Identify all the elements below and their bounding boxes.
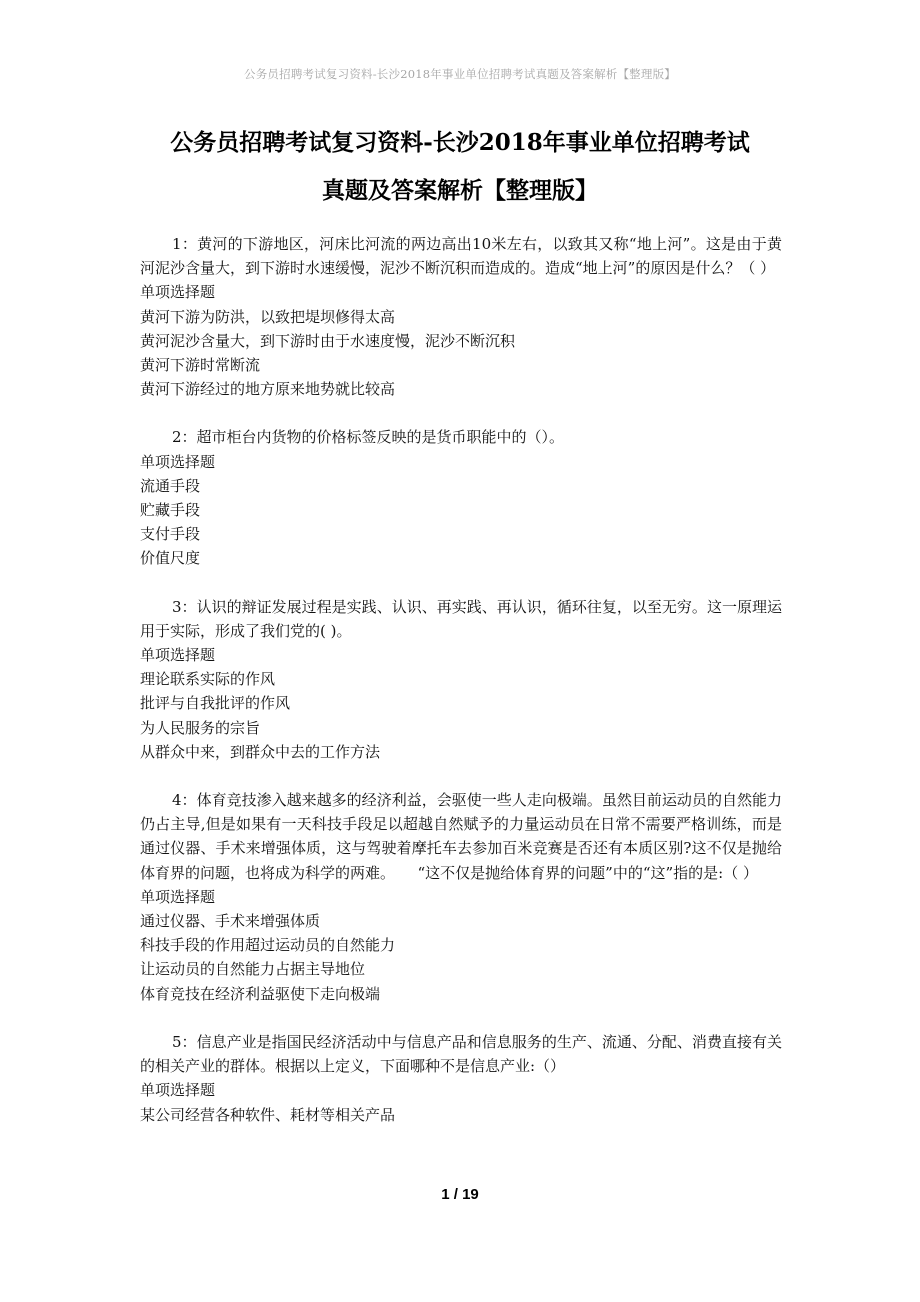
answer-option: 黄河下游时常断流: [140, 356, 261, 375]
answer-option: 为人民服务的宗旨: [140, 718, 261, 737]
answer-option: 理论联系实际的作风: [140, 670, 276, 689]
page-title-line-2: 真题及答案解析【整理版】: [322, 177, 598, 204]
running-header: 公务员招聘考试复习资料-长沙2018年事业单位招聘考试真题及答案解析【整理版】: [244, 67, 676, 81]
answer-option: 某公司经营各种软件、耗材等相关产品: [140, 1105, 396, 1124]
answer-option: 贮藏手段: [140, 501, 201, 520]
answer-option: 批评与自我批评的作风: [140, 694, 291, 713]
page-number: 1 / 19: [441, 1186, 479, 1203]
question-5: [140, 1030, 782, 1127]
answer-option: 黄河下游为防洪，以致把堤坝修得太高: [140, 307, 396, 326]
question-type: 单项选择题: [140, 1081, 216, 1100]
page-title-line-1: 公务员招聘考试复习资料-长沙2018年事业单位招聘考试: [170, 129, 750, 156]
answer-option: 通过仪器、手术来增强体质: [140, 912, 321, 931]
question-type: 单项选择题: [140, 646, 216, 665]
question-stem: 4：体育竞技渗入越来越多的经济利益，会驱使一些人走向极端。虽然目前运动员的自然能力仍占主导,但是如果有一天科技手段足以超越自然赋予的力量运动员在日常不需要严格训练，而是通过仪器、手术来增强体质，这与驾驶着摩托车去参加百米竞赛是否还有本质区别?这不仅是抛给体育界的问题，也将成为科学的两难。 “这不仅是抛给体育界的问题”中的“这”指的是:（ ）: [140, 791, 782, 882]
answer-option: 让运动员的自然能力占据主导地位: [140, 960, 366, 979]
answer-option: 流通手段: [140, 476, 201, 495]
answer-option: 支付手段: [140, 525, 201, 544]
question-stem: 3：认识的辩证发展过程是实践、认识、再实践、再认识，循环往复，以至无穷。这一原理运用于实际，形成了我们党的( )。: [140, 597, 782, 640]
answer-option: 黄河下游经过的地方原来地势就比较高: [140, 380, 396, 399]
answer-option: 科技手段的作用超过运动员的自然能力: [140, 936, 396, 955]
question-1: [140, 232, 782, 401]
question-stem: 1：黄河的下游地区，河床比河流的两边高出10米左右，以致其又称“地上河”。这是由于黄河泥沙含量大，到下游时水速缓慢，泥沙不断沉积而造成的。造成“地上河”的原因是什么？（ ）: [140, 235, 782, 278]
question-type: 单项选择题: [140, 887, 216, 906]
question-type: 单项选择题: [140, 452, 216, 471]
question-stem: 5：信息产业是指国民经济活动中与信息产品和信息服务的生产、流通、分配、消费直接有关的相关产业的群体。根据以上定义，下面哪种不是信息产业:（）: [140, 1032, 782, 1076]
answer-option: 价值尺度: [140, 549, 201, 568]
answer-option: 黄河泥沙含量大，到下游时由于水速度慢，泥沙不断沉积: [140, 331, 516, 350]
question-stem: 2：超市柜台内货物的价格标签反映的是货币职能中的（）。: [172, 428, 565, 447]
question-4: [140, 788, 782, 1006]
document-body: [140, 232, 782, 1151]
question-2: [140, 425, 782, 570]
answer-option: 从群众中来，到群众中去的工作方法: [140, 742, 381, 761]
answer-option: 体育竞技在经济利益驱使下走向极端: [140, 984, 381, 1003]
question-3: [140, 595, 782, 764]
question-type: 单项选择题: [140, 283, 216, 302]
